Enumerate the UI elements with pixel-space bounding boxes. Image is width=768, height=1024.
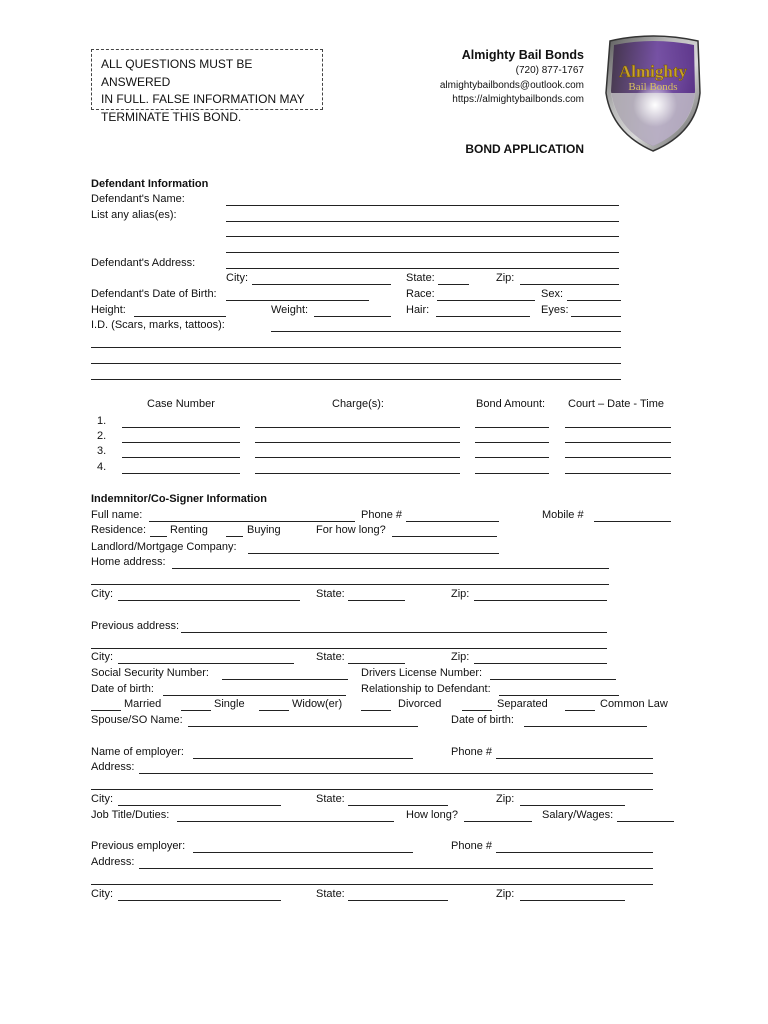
notice-line-1: ALL QUESTIONS MUST BE ANSWERED <box>101 57 253 89</box>
residence-label: Residence: <box>91 524 147 536</box>
employer-zip-label: Zip: <box>496 793 515 805</box>
prev-employer-state-label: State: <box>316 888 345 900</box>
buying-checkbox[interactable] <box>226 536 243 537</box>
home-address-field-2[interactable] <box>91 584 609 585</box>
drivers-license-field[interactable] <box>490 679 616 680</box>
mobile-label: Mobile # <box>542 509 584 521</box>
mobile-field[interactable] <box>594 521 671 522</box>
height-label: Height: <box>91 304 126 316</box>
relationship-field[interactable] <box>499 695 619 696</box>
prev-employer-city-field[interactable] <box>118 900 281 901</box>
hair-label: Hair: <box>406 304 430 316</box>
previous-employer-field[interactable] <box>193 852 413 853</box>
landlord-field[interactable] <box>248 553 499 554</box>
single-checkbox[interactable] <box>181 710 211 711</box>
spouse-name-field[interactable] <box>188 726 418 727</box>
court-date-time-field[interactable] <box>565 427 671 428</box>
notice-line-3: TERMINATE THIS BOND. <box>101 109 242 124</box>
phone-field[interactable] <box>406 521 499 522</box>
spouse-dob-label: Date of birth: <box>451 714 514 726</box>
common-law-checkbox[interactable] <box>565 710 595 711</box>
home-state-field[interactable] <box>348 600 405 601</box>
ssn-label: Social Security Number: <box>91 667 209 679</box>
hair-field[interactable] <box>436 316 530 317</box>
indemnitor-dob-label: Date of birth: <box>91 683 154 695</box>
case-row-number: 1. <box>97 415 107 427</box>
buying-label: Buying <box>247 524 281 536</box>
court-date-time-field[interactable] <box>565 442 671 443</box>
defendant-state-label: State: <box>406 272 435 284</box>
sex-field[interactable] <box>567 300 621 301</box>
prev-state-field[interactable] <box>348 663 405 664</box>
court-date-time-header: Court – Date - Time <box>568 398 664 410</box>
prev-employer-phone-label: Phone # <box>451 840 492 852</box>
indemnitor-section-title: Indemnitor/Co-Signer Information <box>91 493 267 505</box>
defendant-state-field[interactable] <box>438 284 469 285</box>
id-marks-field-4[interactable] <box>91 379 621 380</box>
sex-label: Sex: <box>541 288 564 300</box>
defendant-zip-field[interactable] <box>520 284 619 285</box>
company-phone: (720) 877-1767 <box>515 65 584 76</box>
prev-employer-state-field[interactable] <box>348 900 448 901</box>
separated-label: Separated <box>497 698 548 710</box>
charges-field[interactable] <box>255 473 460 474</box>
prev-employer-address-label: Address: <box>91 856 135 868</box>
alias-label: List any alias(es): <box>91 209 177 221</box>
height-field[interactable] <box>134 316 226 317</box>
case-row-number: 2. <box>97 430 107 442</box>
renting-checkbox[interactable] <box>150 536 167 537</box>
previous-address-label: Previous address: <box>91 620 180 632</box>
full-name-label: Full name: <box>91 509 143 521</box>
renting-label: Renting <box>170 524 208 536</box>
id-marks-field-1[interactable] <box>271 331 621 332</box>
prev-state-label: State: <box>316 651 345 663</box>
prev-employer-city-label: City: <box>91 888 113 900</box>
court-date-time-field[interactable] <box>565 473 671 474</box>
indemnitor-dob-field[interactable] <box>163 695 346 696</box>
id-marks-field-2[interactable] <box>91 347 621 348</box>
employer-zip-field[interactable] <box>520 805 625 806</box>
form-title: BOND APPLICATION <box>465 142 584 156</box>
defendant-section-title: Defendant Information <box>91 178 209 190</box>
job-how-long-field[interactable] <box>464 821 532 822</box>
company-logo <box>600 33 706 153</box>
job-title-label: Job Title/Duties: <box>91 809 170 821</box>
bond-amount-field[interactable] <box>475 427 549 428</box>
employer-phone-label: Phone # <box>451 746 492 758</box>
defendant-address-label: Defendant's Address: <box>91 257 196 269</box>
home-state-label: State: <box>316 588 345 600</box>
spouse-name-label: Spouse/SO Name: <box>91 714 183 726</box>
bond-amount-field[interactable] <box>475 457 549 458</box>
charges-field[interactable] <box>255 457 460 458</box>
employer-name-field[interactable] <box>193 758 413 759</box>
prev-zip-field[interactable] <box>474 663 607 664</box>
bond-amount-header: Bond Amount: <box>476 398 546 410</box>
home-address-label: Home address: <box>91 556 166 568</box>
phone-label: Phone # <box>361 509 402 521</box>
alias-field-2[interactable] <box>226 236 619 237</box>
prev-zip-label: Zip: <box>451 651 470 663</box>
bond-amount-field[interactable] <box>475 442 549 443</box>
common-law-label: Common Law <box>600 698 668 710</box>
defendant-name-label: Defendant's Name: <box>91 193 185 205</box>
prev-city-label: City: <box>91 651 113 663</box>
married-checkbox[interactable] <box>91 710 121 711</box>
defendant-name-field[interactable] <box>226 205 619 206</box>
prev-employer-zip-label: Zip: <box>496 888 515 900</box>
home-city-label: City: <box>91 588 113 600</box>
job-how-long-label: How long? <box>406 809 458 821</box>
job-title-field[interactable] <box>177 821 394 822</box>
notice-box <box>91 49 323 124</box>
defendant-zip-label: Zip: <box>496 272 515 284</box>
home-address-field[interactable] <box>172 568 609 569</box>
residence-how-long-field[interactable] <box>392 536 497 537</box>
employer-address-field-2[interactable] <box>91 789 653 790</box>
court-date-time-field[interactable] <box>565 457 671 458</box>
separated-checkbox[interactable] <box>462 710 492 711</box>
eyes-field[interactable] <box>571 316 621 317</box>
case-row-number: 3. <box>97 445 107 457</box>
company-name: Almighty Bail Bonds <box>461 48 584 62</box>
salary-label: Salary/Wages: <box>542 809 614 821</box>
widow-checkbox[interactable] <box>259 710 289 711</box>
divorced-label: Divorced <box>398 698 442 710</box>
case-number-field[interactable] <box>122 457 240 458</box>
spouse-dob-field[interactable] <box>524 726 647 727</box>
employer-address-label: Address: <box>91 761 135 773</box>
case-row-number: 4. <box>97 461 107 473</box>
case-number-field[interactable] <box>122 427 240 428</box>
case-number-field[interactable] <box>122 442 240 443</box>
relationship-label: Relationship to Defendant: <box>361 683 491 695</box>
prev-city-field[interactable] <box>118 663 294 664</box>
weight-label: Weight: <box>271 304 309 316</box>
prev-employer-address-field-2[interactable] <box>91 884 653 885</box>
prev-employer-zip-field[interactable] <box>520 900 625 901</box>
home-city-field[interactable] <box>118 600 300 601</box>
single-label: Single <box>214 698 245 710</box>
notice-line-2: IN FULL. FALSE INFORMATION MAY <box>101 92 305 106</box>
salary-field[interactable] <box>617 821 674 822</box>
landlord-label: Landlord/Mortgage Company: <box>91 541 237 553</box>
employer-address-field[interactable] <box>139 773 653 774</box>
home-zip-field[interactable] <box>474 600 607 601</box>
defendant-city-field[interactable] <box>252 284 391 285</box>
logo-word-1: Almighty <box>619 62 687 81</box>
id-marks-label: I.D. (Scars, marks, tattoos): <box>91 319 225 331</box>
case-number-header: Case Number <box>147 398 215 410</box>
prev-employer-phone-field[interactable] <box>496 852 653 853</box>
previous-employer-label: Previous employer: <box>91 840 186 852</box>
company-email: almightybailbonds@outlook.com <box>439 80 584 91</box>
residence-how-long-label: For how long? <box>316 524 386 536</box>
eyes-label: Eyes: <box>541 304 569 316</box>
employer-phone-field[interactable] <box>496 758 653 759</box>
married-label: Married <box>124 698 162 710</box>
home-zip-label: Zip: <box>451 588 470 600</box>
race-field[interactable] <box>437 300 535 301</box>
employer-name-label: Name of employer: <box>91 746 184 758</box>
bond-amount-field[interactable] <box>475 473 549 474</box>
charges-header: Charge(s): <box>332 398 384 410</box>
id-marks-field-3[interactable] <box>91 363 621 364</box>
logo-word-2: Bail Bonds <box>628 81 678 93</box>
employer-city-field[interactable] <box>118 805 281 806</box>
ssn-field[interactable] <box>222 679 348 680</box>
charges-field[interactable] <box>255 427 460 428</box>
alias-field-3[interactable] <box>226 252 619 253</box>
drivers-license-label: Drivers License Number: <box>361 667 483 679</box>
prev-employer-address-field[interactable] <box>139 868 653 869</box>
race-label: Race: <box>406 288 435 300</box>
company-url: https://almightybailbonds.com <box>452 94 584 105</box>
employer-city-label: City: <box>91 793 113 805</box>
employer-state-label: State: <box>316 793 345 805</box>
case-number-field[interactable] <box>122 473 240 474</box>
divorced-checkbox[interactable] <box>361 710 391 711</box>
widow-label: Widow(er) <box>292 698 343 710</box>
weight-field[interactable] <box>314 316 391 317</box>
defendant-dob-label: Defendant's Date of Birth: <box>91 288 217 300</box>
defendant-city-label: City: <box>226 272 248 284</box>
charges-field[interactable] <box>255 442 460 443</box>
defendant-dob-field[interactable] <box>226 300 369 301</box>
previous-address-field[interactable] <box>181 632 607 633</box>
full-name-field[interactable] <box>149 521 355 522</box>
employer-state-field[interactable] <box>348 805 448 806</box>
previous-address-field-2[interactable] <box>91 648 607 649</box>
alias-field-1[interactable] <box>226 221 619 222</box>
defendant-address-field[interactable] <box>226 268 619 269</box>
